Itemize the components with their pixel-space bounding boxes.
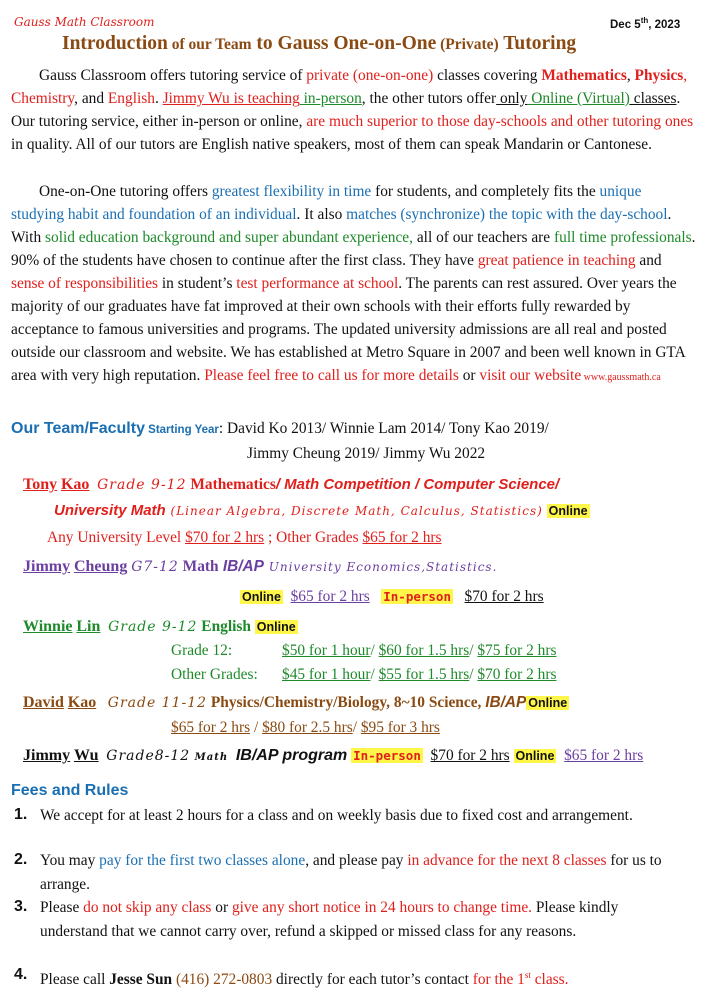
price: $70 for 2 hrs: [464, 588, 544, 605]
tutor-winnie: [23, 618, 298, 636]
phone-number[interactable]: (416) 272-0803: [172, 971, 273, 989]
list-number: 2.: [14, 851, 28, 868]
date-sup: th: [640, 16, 649, 25]
tutor-first-name: Tony: [23, 476, 58, 493]
text: Mathematics: [541, 67, 627, 84]
text: directly for each tutor’s contact: [272, 971, 473, 989]
price: $55 for 1.5 hrs: [378, 666, 470, 683]
details-paragraph: [11, 180, 697, 389]
tutor-first-name: David: [23, 694, 64, 711]
tutor-last-name: Lin: [76, 618, 101, 635]
tutor-subject: Math: [178, 558, 219, 575]
tutor-grade: G7-12: [131, 559, 179, 575]
text: , and: [74, 90, 108, 107]
text: Online (Virtual): [527, 90, 630, 107]
date-label: [610, 16, 680, 31]
tutor-david: [23, 694, 569, 712]
list-number: 3.: [14, 898, 28, 915]
price: $70 for 2 hrs: [185, 529, 265, 546]
fee-rule-4: [40, 964, 680, 992]
text: test performance at school: [236, 275, 399, 292]
tutor-last-name: Cheung: [73, 558, 128, 575]
tutor-jimmy-cheung: [23, 558, 497, 576]
winnie-grade12-prices: $50 for 1 hour/ $60 for 1.5 hrs/ $75 for 2 hrs: [282, 642, 557, 659]
tutor-extra: / Math Competition / Computer Science/: [275, 476, 560, 493]
title-part: of our Team: [167, 36, 252, 53]
text: :: [218, 420, 228, 437]
text: for students, and completely fits the: [371, 183, 600, 200]
text: in quality. All of our tutors are English native speakers, most of them can speak Mandarin or Cantonese.: [11, 136, 652, 153]
tutor-ibap: IB/AP: [218, 558, 264, 575]
text: solid education background and super abundant experience,: [45, 229, 413, 246]
price: $65 for 2 hrs: [171, 719, 251, 736]
text: Gauss Classroom offers tutoring service of: [39, 67, 307, 84]
title-part: Introduction: [62, 33, 168, 54]
online-badge: Online: [515, 749, 555, 763]
tutor-first-name: Winnie: [23, 618, 73, 635]
fee-rule-3: [40, 896, 680, 943]
text: , the other tutors offer: [361, 90, 497, 107]
inperson-badge: In-person: [353, 748, 421, 763]
tutor-subject: Math: [190, 752, 229, 763]
winnie-other: Other Grades:: [171, 666, 258, 683]
text: . The parents can rest assured. Over years the majority of our graduates have fat improved at their own schools with their efforts fully rewarded by acceptance to famous universities and programs. The updated university admissions are all real and posted outside our classroom and website. We has established at Metro Square in 2007 and been well known in GTA area with very high reputation.: [11, 275, 685, 384]
tutor-last-name: Kao: [60, 476, 90, 493]
text: ; Other Grades: [264, 529, 363, 546]
website-link[interactable]: www.gaussmath.ca: [581, 372, 661, 383]
text: pay for the first two classes alone: [99, 852, 306, 869]
text: class.: [530, 971, 569, 989]
tutor-subject: Physics/Chemistry/Biology, 8~10 Science,: [207, 694, 486, 711]
tutor-ibap: IB/AP: [485, 694, 527, 711]
jimmy-cheung-prices: [240, 588, 544, 606]
text: sense of responsibilities: [11, 275, 159, 292]
text: . Our tutoring service, either in-person or online,: [11, 90, 681, 130]
list-number: 1.: [14, 806, 28, 823]
price: $70 for 2 hrs: [430, 747, 510, 764]
price: $45 for 1 hour: [282, 666, 371, 683]
fee-rule-2: [40, 849, 680, 896]
date-year: , 2023: [648, 18, 681, 31]
tutor-program: IB/AP program: [235, 747, 348, 764]
fees-heading: Fees and Rules: [11, 782, 129, 799]
text: give any short notice in 24 hours to change time.: [231, 899, 533, 916]
team-heading-text: Our Team/Faculty: [11, 420, 145, 437]
fee-rule-1: We accept for at least 2 hours for a class and on weekly basis due to fixed cost and arrangement.: [40, 807, 633, 824]
price: $65 for 2 hrs: [564, 747, 644, 764]
text: , Chemistry: [11, 67, 688, 107]
online-badge: Online: [548, 504, 588, 518]
title-part: to Gauss One-on-One: [251, 33, 437, 54]
tony-line-3: [47, 529, 442, 547]
page-title: [62, 33, 576, 55]
text: all of our teachers are: [412, 229, 554, 246]
text: in student’s: [158, 275, 237, 292]
tutor-first-name: Jimmy: [23, 558, 71, 575]
text: One-on-One tutoring offers: [39, 183, 212, 200]
text: do not skip any class: [83, 899, 212, 916]
price: $75 for 2 hrs: [477, 642, 557, 659]
text: in advance for the next 8 classes: [407, 852, 607, 869]
tutor-extra: University Economics,Statistics.: [263, 560, 498, 574]
tony-line-2: [54, 502, 590, 520]
contact-name: Jesse Sun: [109, 971, 173, 989]
price: $65 for 2 hrs: [290, 588, 370, 605]
price: $65 for 2 hrs: [362, 529, 442, 546]
text: . With: [11, 206, 672, 246]
intro-paragraph: [11, 64, 697, 156]
text: University Math: [54, 502, 166, 519]
text: Any University Level: [47, 529, 186, 546]
text: or: [458, 367, 480, 384]
inperson-badge: In-person: [383, 589, 451, 604]
text: private (one-on-one): [306, 67, 434, 84]
text: . 90% of the students have chosen to continue after the first class. They have: [11, 229, 696, 269]
tutor-grade: Grade 9-12: [108, 619, 198, 635]
text: Jimmy Wu is teaching: [162, 90, 300, 107]
text: and: [635, 252, 662, 269]
text: English: [107, 90, 155, 107]
text: Please call: [40, 971, 110, 989]
tutor-jimmy-wu: [23, 747, 643, 765]
tutor-first-name: Jimmy: [23, 747, 71, 764]
price: $70 for 2 hrs: [477, 666, 557, 683]
text: visit our website: [479, 367, 582, 384]
text: only: [496, 90, 528, 107]
price: $50 for 1 hour: [282, 642, 371, 659]
online-badge: Online: [242, 590, 281, 604]
text: . It also: [296, 206, 347, 223]
title-part: (Private): [436, 36, 499, 53]
tutor-grade: Grade 9-12: [97, 477, 187, 493]
winnie-other-prices: $45 for 1 hour/ $55 for 1.5 hrs/ $70 for 2 hrs: [282, 666, 557, 683]
tutor-tony: [23, 476, 559, 494]
text: for us to arrange.: [40, 852, 662, 893]
text: are much superior to those day-schools and other tutoring ones: [306, 113, 694, 130]
team-line-2: Jimmy Cheung 2019/ Jimmy Wu 2022: [247, 445, 486, 462]
text: , and please pay: [305, 852, 408, 869]
price: $60 for 1.5 hrs: [378, 642, 470, 659]
text: You may: [40, 852, 100, 869]
team-line-1: David Ko 2013/ Winnie Lam 2014/ Tony Kao 2019/: [227, 420, 549, 437]
price: $95 for 3 hrs: [360, 719, 440, 736]
text: in-person: [299, 90, 362, 107]
text: Please kindly understand that we cannot carry over, refund a skipped or missed class for any reasons.: [40, 899, 619, 940]
text: great patience in teaching: [477, 252, 636, 269]
text: classes covering: [433, 67, 542, 84]
tutor-subject: English: [197, 618, 251, 635]
text: Please feel free to call us for more details: [204, 367, 459, 384]
text: .: [154, 90, 163, 107]
tutor-last-name: Wu: [73, 747, 99, 764]
tutor-grade: Grade8-12: [106, 748, 191, 764]
tutor-grade: Grade 11-12: [107, 695, 208, 711]
tutor-last-name: Kao: [67, 694, 97, 711]
brand-label: Gauss Math Classroom: [14, 15, 155, 29]
title-part: Tutoring: [498, 33, 577, 54]
price: $80 for 2.5 hrs: [262, 719, 353, 736]
date-main: Dec 5: [610, 18, 641, 31]
team-heading: [11, 420, 549, 438]
winnie-grade12: Grade 12:: [171, 642, 233, 659]
list-number: 4.: [14, 966, 28, 983]
online-badge: Online: [528, 696, 568, 710]
david-prices: $65 for 2 hrs / $80 for 2.5 hrs/ $95 for 3 hrs: [171, 719, 440, 736]
tutor-subject: Mathematics: [186, 476, 276, 493]
text: for the 1: [472, 971, 525, 989]
text: unique studying habit and foundation of an individual: [11, 183, 642, 223]
text: (Linear Algebra, Discrete Math, Calculus, Statistics): [165, 504, 543, 518]
text: Please: [40, 899, 84, 916]
text: full time professionals: [554, 229, 692, 246]
text: st: [524, 970, 531, 980]
text: matches (synchronize) the topic with the day-school: [346, 206, 668, 223]
online-badge: Online: [256, 620, 296, 634]
text: ,: [626, 67, 635, 84]
text: classes: [629, 90, 677, 107]
text: or: [211, 899, 232, 916]
starting-year-label: Starting Year: [144, 424, 219, 436]
text: greatest flexibility in time: [211, 183, 372, 200]
text: Physics: [634, 67, 684, 84]
